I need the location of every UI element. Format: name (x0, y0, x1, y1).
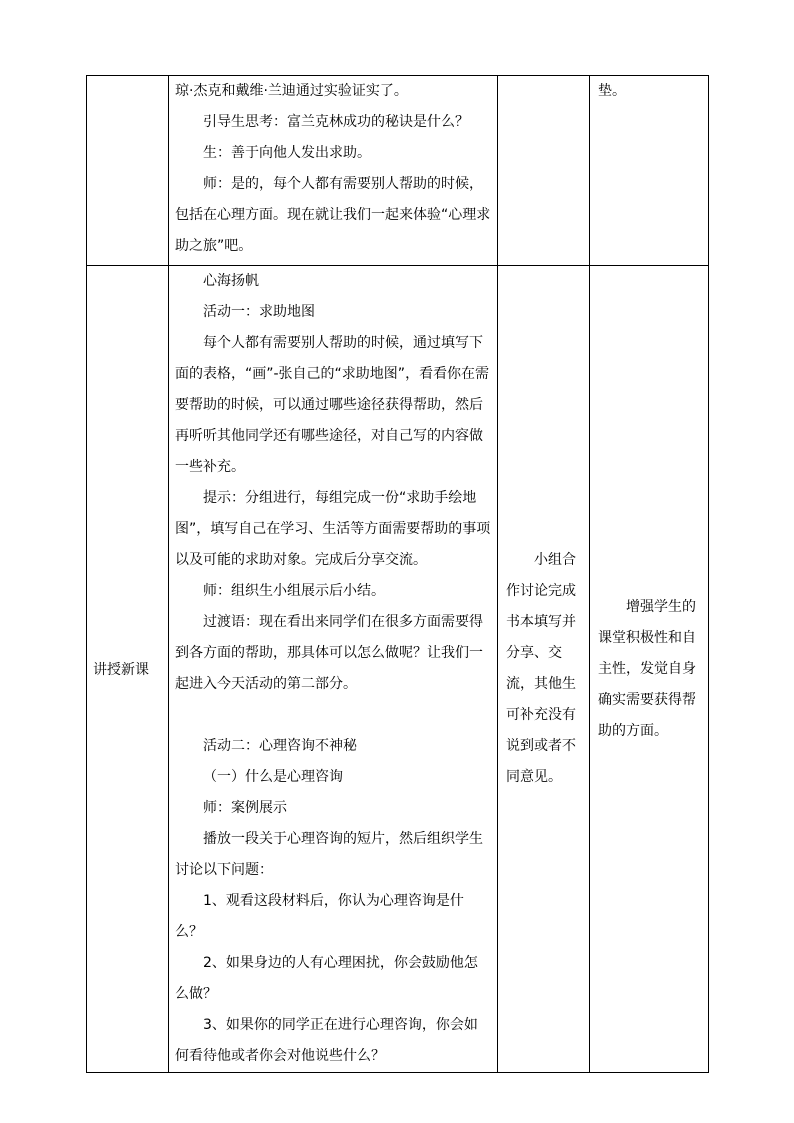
stage-label: 讲授新课 (93, 662, 149, 678)
paragraph: 琼·杰克和戴维·兰迪通过实验证实了。 (175, 83, 408, 99)
content-text (169, 266, 497, 1072)
design-intent-text: 增强学生的课堂积极性和自主性，发觉自身确实需要获得帮助的方面。 (598, 598, 696, 739)
table-row (87, 76, 709, 266)
paragraph: 引导生思考：富兰克林成功的秘诀是什么？ (203, 114, 469, 130)
paragraph: 师：案例展示 (203, 800, 287, 816)
student-activity-cell (498, 76, 590, 266)
paragraph: 过渡语：现在看出来同学们在很多方面需要得到各方面的帮助，那具体可以怎么做呢？让我们一起进入今天活动的第二部分。 (175, 614, 483, 692)
stage-cell (87, 266, 169, 1073)
student-activity-cell (498, 266, 590, 1073)
paragraph: 生：善于向他人发出求助。 (203, 145, 371, 161)
content-cell (169, 266, 498, 1073)
stage-cell (87, 76, 169, 266)
paragraph: （一）什么是心理咨询 (203, 769, 343, 785)
paragraph: 师：是的，每个人都有需要别人帮助的时候，包括在心理方面。现在就让我们一起来体验“心理求助之旅”吧。 (175, 176, 491, 254)
paragraph: 2、如果身边的人有心理困扰，你会鼓励他怎么做？ (175, 955, 478, 1002)
paragraph: 每个人都有需要别人帮助的时候，通过填写下面的表格，“画”-张自己的“求助地图”，看看你在需要帮助的时候，可以通过哪些途径获得帮助，然后再听听其他同学还有哪些途径，对自己写的内容做一些补充。 (175, 335, 490, 475)
paragraph: 1、观看这段材料后，你认为心理咨询是什么？ (175, 893, 464, 940)
paragraph: 活动二：心理咨询不神秘 (203, 738, 357, 754)
design-intent-cell: 垫。 (590, 76, 709, 266)
paragraph: 心海扬帆 (203, 273, 259, 289)
paragraph (175, 700, 491, 731)
paragraph: 活动一：求助地图 (203, 304, 315, 320)
table-row (87, 266, 709, 1073)
design-intent-cell (590, 266, 709, 1073)
paragraph: 师：组织生小组展示后小结。 (203, 583, 385, 599)
content-text (169, 76, 497, 262)
lesson-plan-table (86, 75, 709, 1073)
paragraph: 播放一段关于心理咨询的短片，然后组织学生讨论以下问题： (175, 831, 483, 878)
paragraph: 3、如果你的同学正在进行心理咨询，你会如何看待他或者你会对他说些什么？ (175, 1017, 478, 1064)
content-cell (169, 76, 498, 266)
paragraph: 提示：分组进行，每组完成一份“求助手绘地图”，填写自己在学习、生活等方面需要帮助的事项以及可能的求助对象。完成后分享交流。 (175, 490, 491, 568)
student-activity-text: 小组合作讨论完成书本填写并分享、交流，其他生可补充没有说到或者不同意见。 (506, 552, 576, 785)
